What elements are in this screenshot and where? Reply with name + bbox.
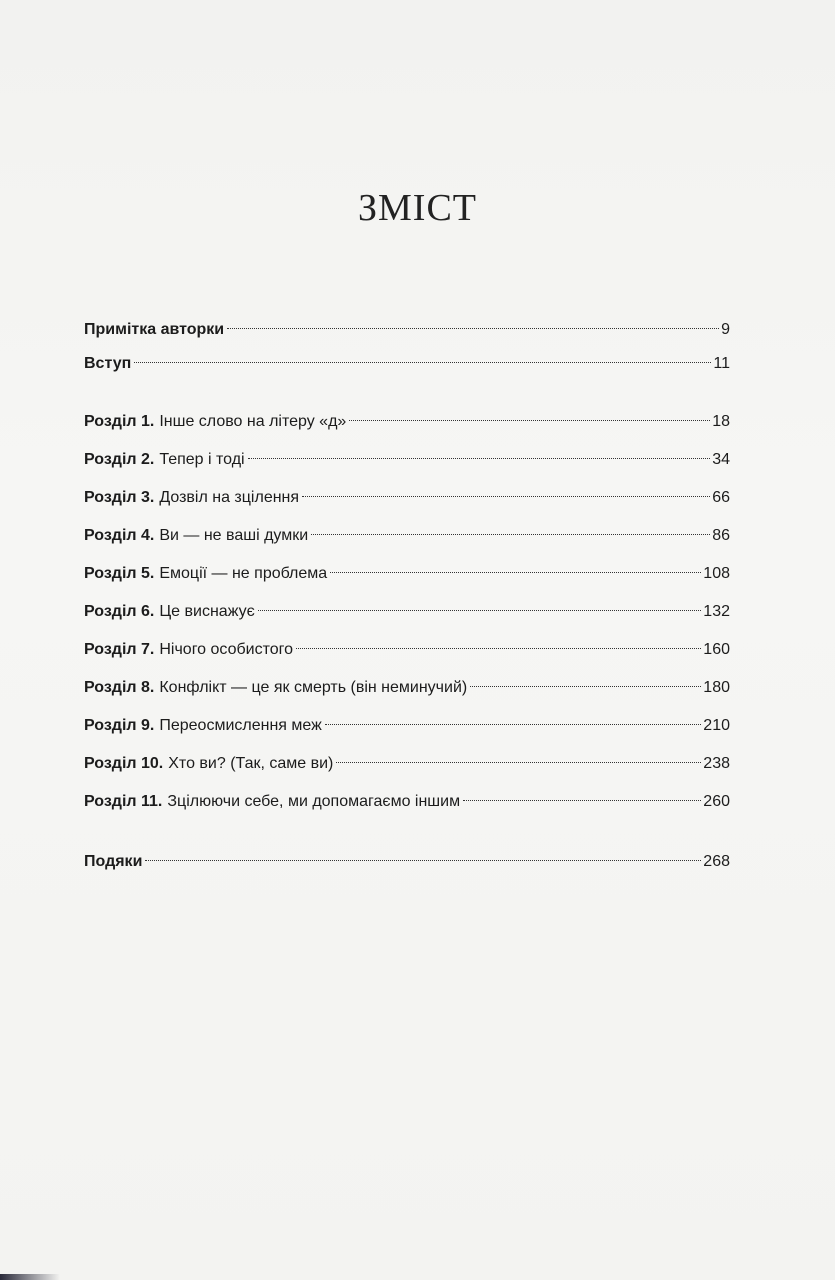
page-edge-shadow: [0, 1274, 60, 1280]
toc-entry-label: Примітка авторки: [84, 321, 225, 338]
toc-entry-introduction: [84, 352, 730, 376]
chapter-title: Тепер і тоді: [159, 451, 245, 468]
toc-entry-chapter-5: [84, 562, 730, 586]
toc-entry-label: [84, 790, 460, 814]
dot-leader: [470, 686, 701, 687]
toc-entry-chapter-11: [84, 790, 730, 814]
toc-entry-author-note: [84, 318, 730, 342]
chapter-title: Емоції — не проблема: [159, 565, 328, 582]
dot-leader: [258, 610, 702, 611]
toc-entry-label: [84, 676, 467, 700]
toc-entry-chapter-7: [84, 638, 730, 662]
toc-entry-label: [84, 562, 327, 586]
toc-page-number: 260: [703, 793, 730, 810]
chapter-title: Конфлікт — це як смерть (він неминучий): [159, 679, 468, 696]
chapter-title: Це виснажує: [159, 603, 255, 620]
toc-page-number: 9: [721, 321, 730, 338]
toc-entry-label: [84, 448, 245, 472]
toc-entry-chapter-1: [84, 410, 730, 434]
toc-page-number: 34: [712, 451, 730, 468]
chapter-number: Розділ 6.: [84, 603, 155, 620]
dot-leader: [302, 496, 710, 497]
toc-entry-chapter-3: [84, 486, 730, 510]
toc-page-number: 268: [703, 853, 730, 870]
toc-entry-acknowledgements: [84, 850, 730, 874]
dot-leader: [296, 648, 701, 649]
chapter-number: Розділ 8.: [84, 679, 155, 696]
chapter-number: Розділ 5.: [84, 565, 155, 582]
toc-entry-label: [84, 752, 333, 776]
chapter-number: Розділ 9.: [84, 717, 155, 734]
toc-page-number: 180: [703, 679, 730, 696]
toc-entry-label: [84, 714, 322, 738]
chapter-title: Переосмислення меж: [159, 717, 322, 734]
dot-leader: [336, 762, 701, 763]
chapter-title: Зцілюючи себе, ми допомагаємо іншим: [167, 793, 461, 810]
chapter-title: Нічого особистого: [159, 641, 294, 658]
toc-entry-chapter-2: [84, 448, 730, 472]
chapter-title: Ви — не ваші думки: [159, 527, 309, 544]
dot-leader: [134, 362, 711, 363]
toc-entry-label: [84, 524, 308, 548]
toc-page-number: 160: [703, 641, 730, 658]
toc-page-number: 132: [703, 603, 730, 620]
toc-entry-label: [84, 600, 255, 624]
toc-page-number: 238: [703, 755, 730, 772]
toc-page-number: 210: [703, 717, 730, 734]
toc-entry-label: [84, 410, 346, 434]
dot-leader: [463, 800, 701, 801]
chapter-title: Дозвіл на зцілення: [159, 489, 300, 506]
dot-leader: [311, 534, 710, 535]
toc-page-number: 86: [712, 527, 730, 544]
page-title: ЗМІСТ: [357, 187, 478, 229]
toc-entry-label: Подяки: [84, 853, 143, 870]
dot-leader: [248, 458, 711, 459]
toc-entry-label: Вступ: [84, 355, 132, 372]
chapter-number: Розділ 3.: [84, 489, 155, 506]
chapter-title: Інше слово на літеру «д»: [159, 413, 347, 430]
dot-leader: [325, 724, 701, 725]
toc-entry-chapter-9: [84, 714, 730, 738]
chapter-number: Розділ 11.: [84, 793, 163, 810]
chapter-number: Розділ 7.: [84, 641, 155, 658]
dot-leader: [330, 572, 701, 573]
chapter-number: Розділ 10.: [84, 755, 164, 772]
toc-entry-chapter-8: [84, 676, 730, 700]
chapter-number: Розділ 4.: [84, 527, 155, 544]
toc-entry-chapter-4: [84, 524, 730, 548]
chapter-number: Розділ 2.: [84, 451, 155, 468]
toc-entry-chapter-6: [84, 600, 730, 624]
toc-entry-label: [84, 638, 293, 662]
dot-leader: [227, 328, 719, 329]
toc-entry-chapter-10: [84, 752, 730, 776]
chapter-number: Розділ 1.: [84, 413, 155, 430]
dot-leader: [349, 420, 710, 421]
toc-page-number: 108: [703, 565, 730, 582]
toc-entry-label: [84, 486, 299, 510]
toc-page-number: 66: [712, 489, 730, 506]
toc-page-number: 11: [713, 355, 730, 372]
toc-page-number: 18: [712, 413, 730, 430]
chapter-title: Хто ви? (Так, саме ви): [168, 755, 334, 772]
dot-leader: [145, 860, 701, 861]
